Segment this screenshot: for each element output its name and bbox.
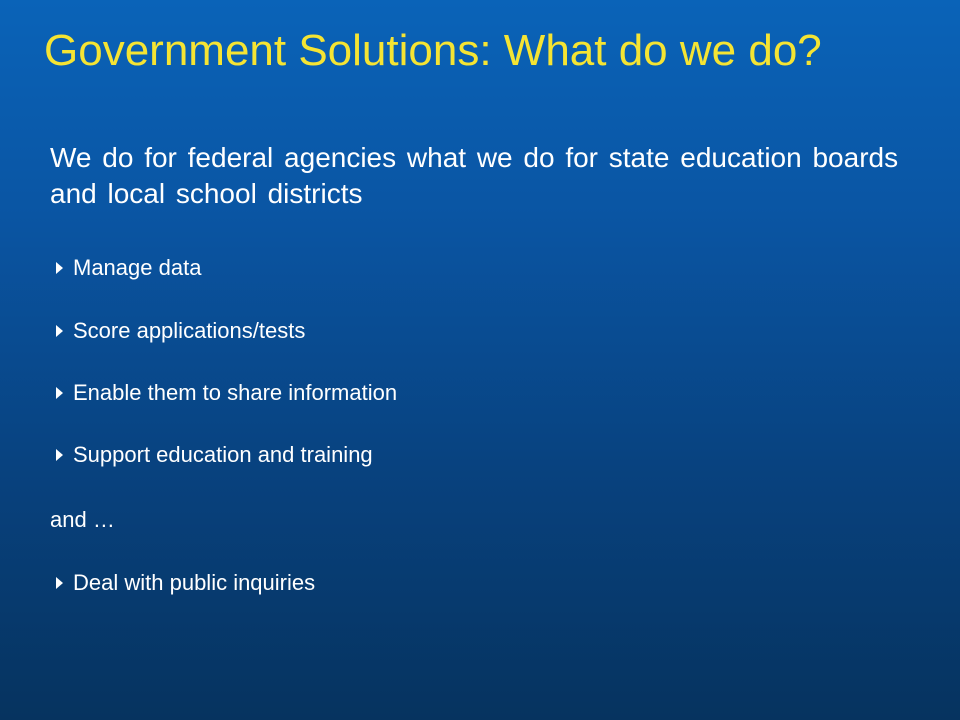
triangle-right-icon <box>56 449 63 461</box>
bullet-label: Enable them to share information <box>73 380 398 405</box>
bullet-item <box>56 441 373 469</box>
bullet-label: Support education and training <box>73 442 373 467</box>
connector-text: and … <box>50 507 115 532</box>
bullet-label: Manage data <box>73 255 202 280</box>
triangle-right-icon <box>56 577 63 589</box>
triangle-right-icon <box>56 262 63 274</box>
bullet-item <box>56 254 201 282</box>
bullet-item <box>56 379 397 407</box>
intro-text: We do for federal agencies what we do for state education boards and local school districts <box>50 142 899 209</box>
triangle-right-icon <box>56 387 63 399</box>
bullet-item <box>56 317 305 345</box>
triangle-right-icon <box>56 325 63 337</box>
bullet-label: Deal with public inquiries <box>73 570 316 595</box>
bullet-label: Score applications/tests <box>73 318 306 343</box>
bullet-item <box>56 569 315 597</box>
slide-title: Government Solutions: What do we do? <box>44 26 822 75</box>
